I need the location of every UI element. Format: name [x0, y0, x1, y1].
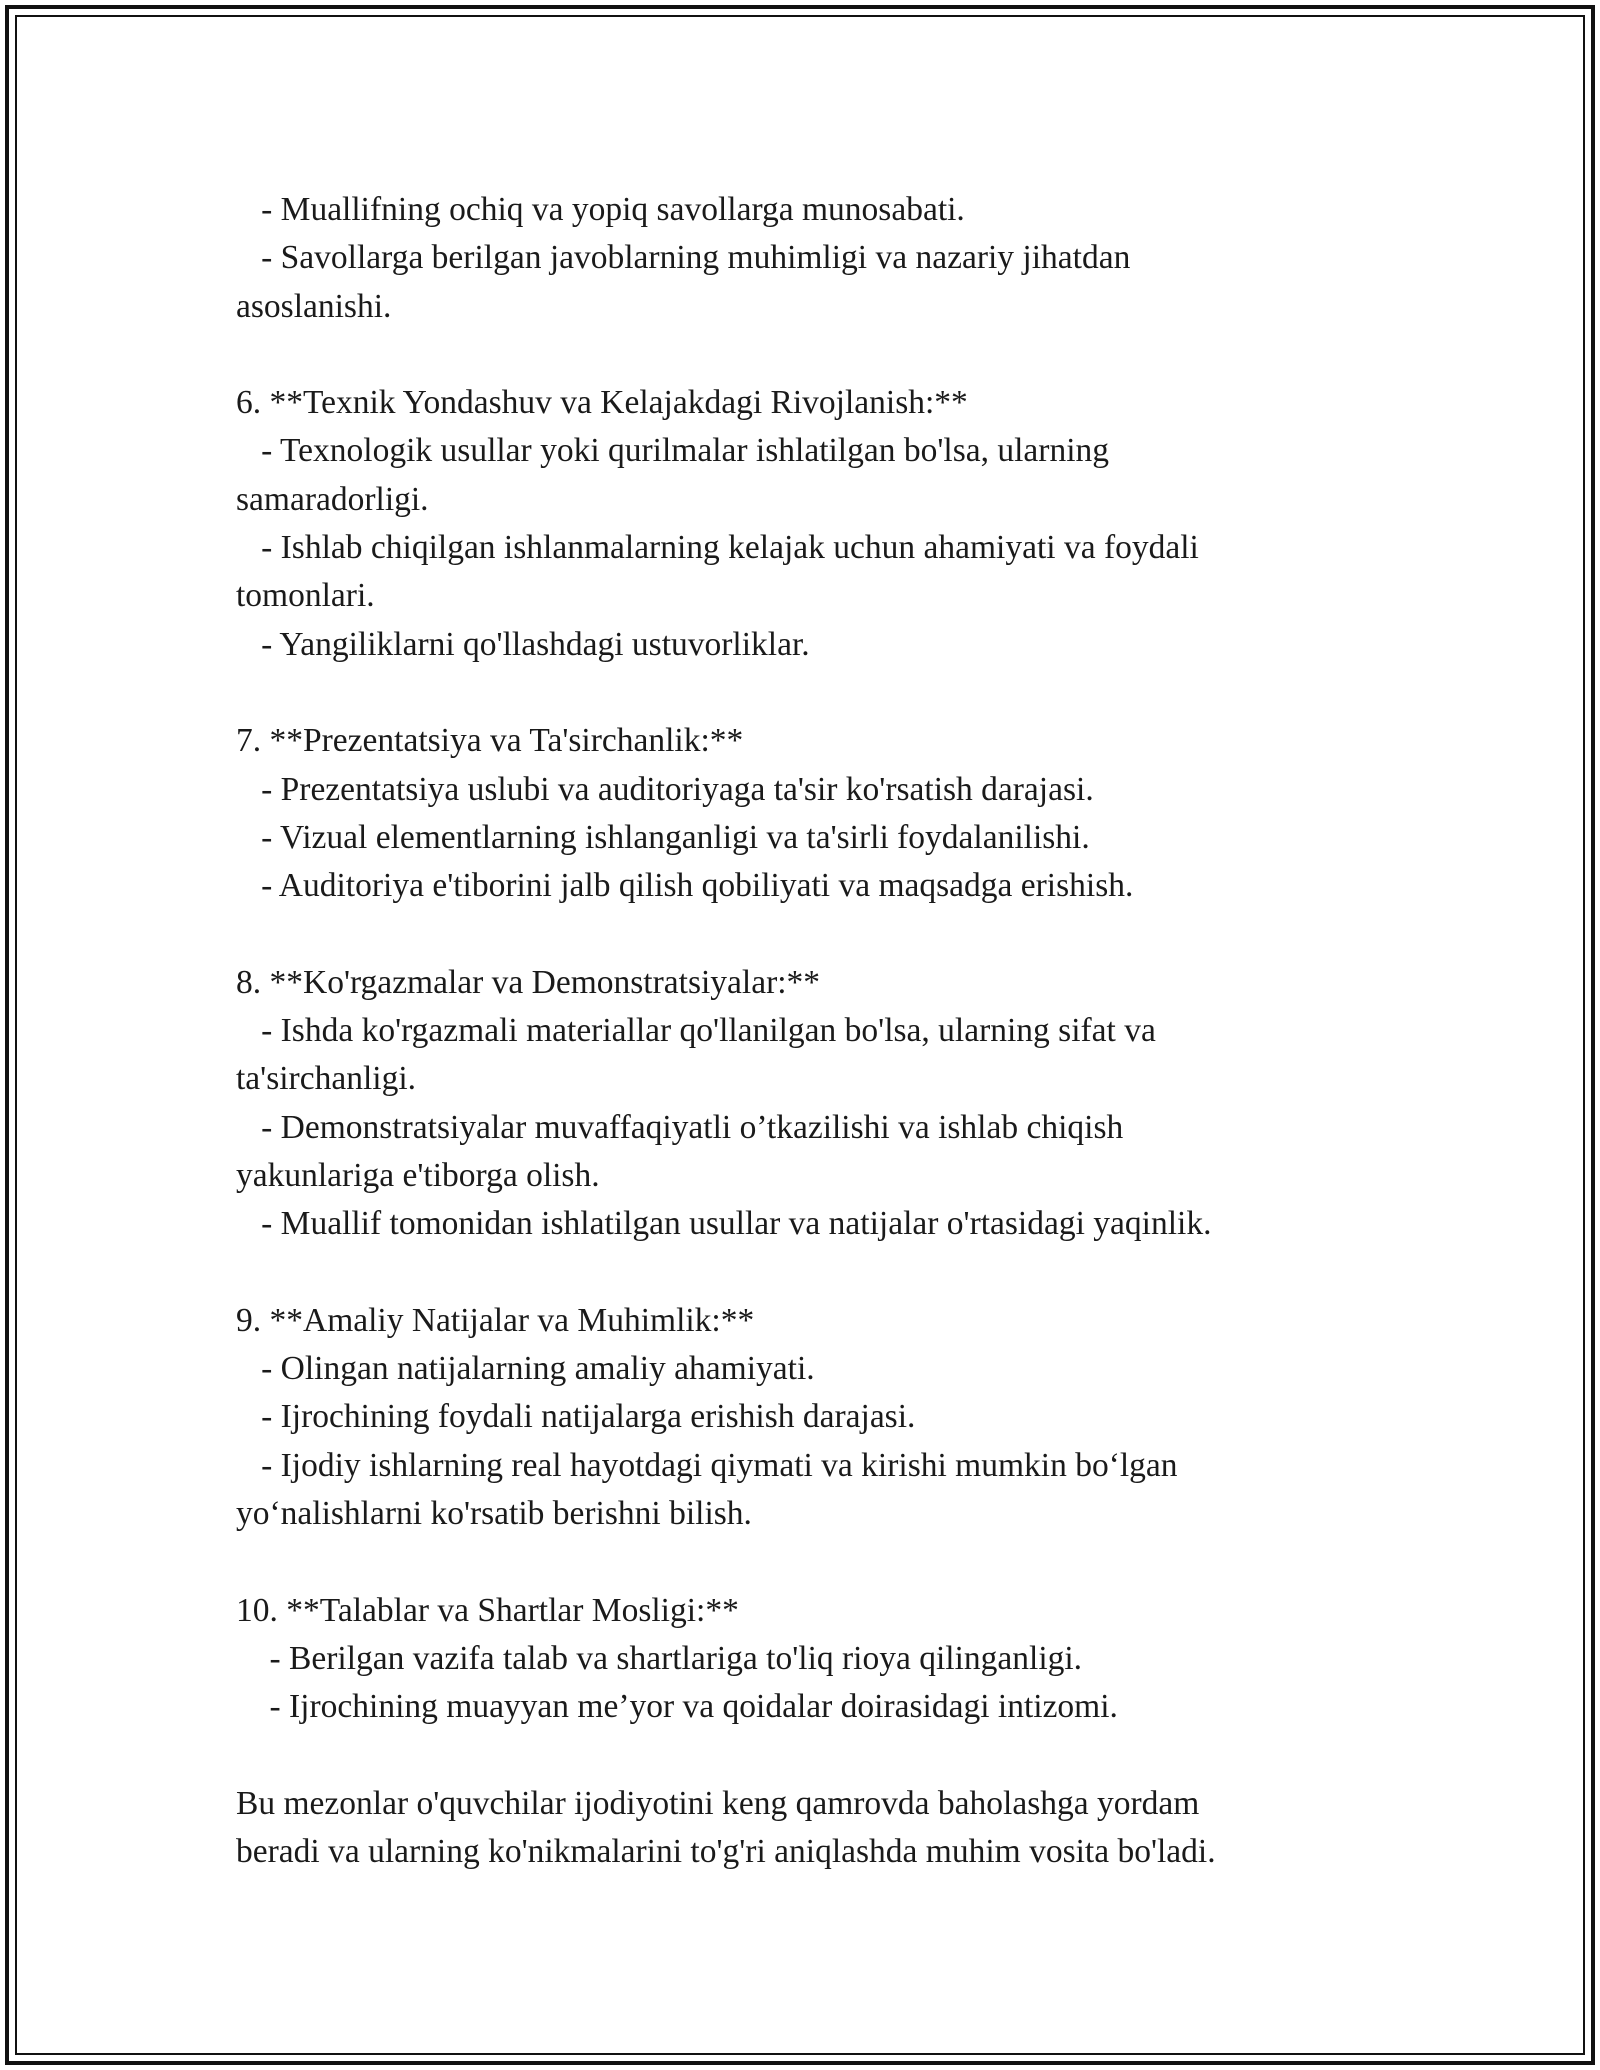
text-line: - Ishda ko'rgazmali materiallar qo'llanilgan bo'lsa, ularning sifat va — [236, 1012, 1156, 1050]
blank-line — [236, 910, 1336, 958]
text-line: yakunlariga e'tiborga olish. — [236, 1156, 600, 1194]
text-line: - Vizual elementlarning ishlanganligi va ta'sirli foydalanilishi. — [236, 818, 1090, 856]
document-body — [236, 186, 1336, 1876]
text-line: - Savollarga berilgan javoblarning muhimligi va nazariy jihatdan — [236, 239, 1131, 277]
blank-line — [236, 669, 1336, 717]
text-line: Bu mezonlar o'quvchilar ijodiyotini keng qamrovda baholashga yordam — [236, 1784, 1200, 1822]
text-line: 9. **Amaliy Natijalar va Muhimlik:** — [236, 1301, 755, 1339]
text-line: asoslanishi. — [236, 287, 392, 325]
text-line: samaradorligi. — [236, 480, 429, 518]
blank-line — [236, 1732, 1336, 1780]
text-line: - Yangiliklarni qo'llashdagi ustuvorliklar. — [236, 625, 810, 663]
blank-line — [236, 1538, 1336, 1586]
text-line: - Demonstratsiyalar muvaffaqiyatli o’tkazilishi va ishlab chiqish — [236, 1108, 1124, 1146]
text-line: - Ijodiy ishlarning real hayotdagi qiymati va kirishi mumkin bo‘lgan — [236, 1446, 1178, 1484]
text-line: - Ijrochining muayyan me’yor va qoidalar doirasidagi intizomi. — [236, 1688, 1118, 1726]
text-line: tomonlari. — [236, 577, 375, 615]
text-line: - Muallif tomonidan ishlatilgan usullar va natijalar o'rtasidagi yaqinlik. — [236, 1205, 1212, 1243]
text-line: - Prezentatsiya uslubi va auditoriyaga ta'sir ko'rsatish darajasi. — [236, 770, 1094, 808]
text-line: 10. **Talablar va Shartlar Mosligi:** — [236, 1591, 739, 1629]
text-line: - Ijrochining foydali natijalarga erishish darajasi. — [236, 1398, 916, 1436]
text-line: - Ishlab chiqilgan ishlanmalarning kelajak uchun ahamiyati va foydali — [236, 529, 1199, 567]
text-line: - Olingan natijalarning amaliy ahamiyati. — [236, 1350, 815, 1388]
blank-line — [236, 331, 1336, 379]
text-line: - Muallifning ochiq va yopiq savollarga munosabati. — [236, 191, 965, 228]
text-line: beradi va ularning ko'nikmalarini to'g'ri aniqlashda muhim vosita bo'ladi. — [236, 1833, 1216, 1871]
text-line: - Auditoriya e'tiborini jalb qilish qobiliyati va maqsadga erishish. — [236, 867, 1134, 905]
text-line: 7. **Prezentatsiya va Ta'sirchanlik:** — [236, 722, 744, 760]
text-line: 6. **Texnik Yondashuv va Kelajakdagi Rivojlanish:** — [236, 384, 968, 422]
text-line: - Texnologik usullar yoki qurilmalar ishlatilgan bo'lsa, ularning — [236, 432, 1109, 470]
text-line: - Berilgan vazifa talab va shartlariga to'liq rioya qilinganligi. — [236, 1639, 1083, 1677]
text-line: 8. **Ko'rgazmalar va Demonstratsiyalar:** — [236, 963, 821, 1001]
text-line: yo‘nalishlarni ko'rsatib berishni bilish. — [236, 1495, 752, 1533]
blank-line — [236, 1249, 1336, 1297]
text-line: ta'sirchanligi. — [236, 1060, 416, 1098]
